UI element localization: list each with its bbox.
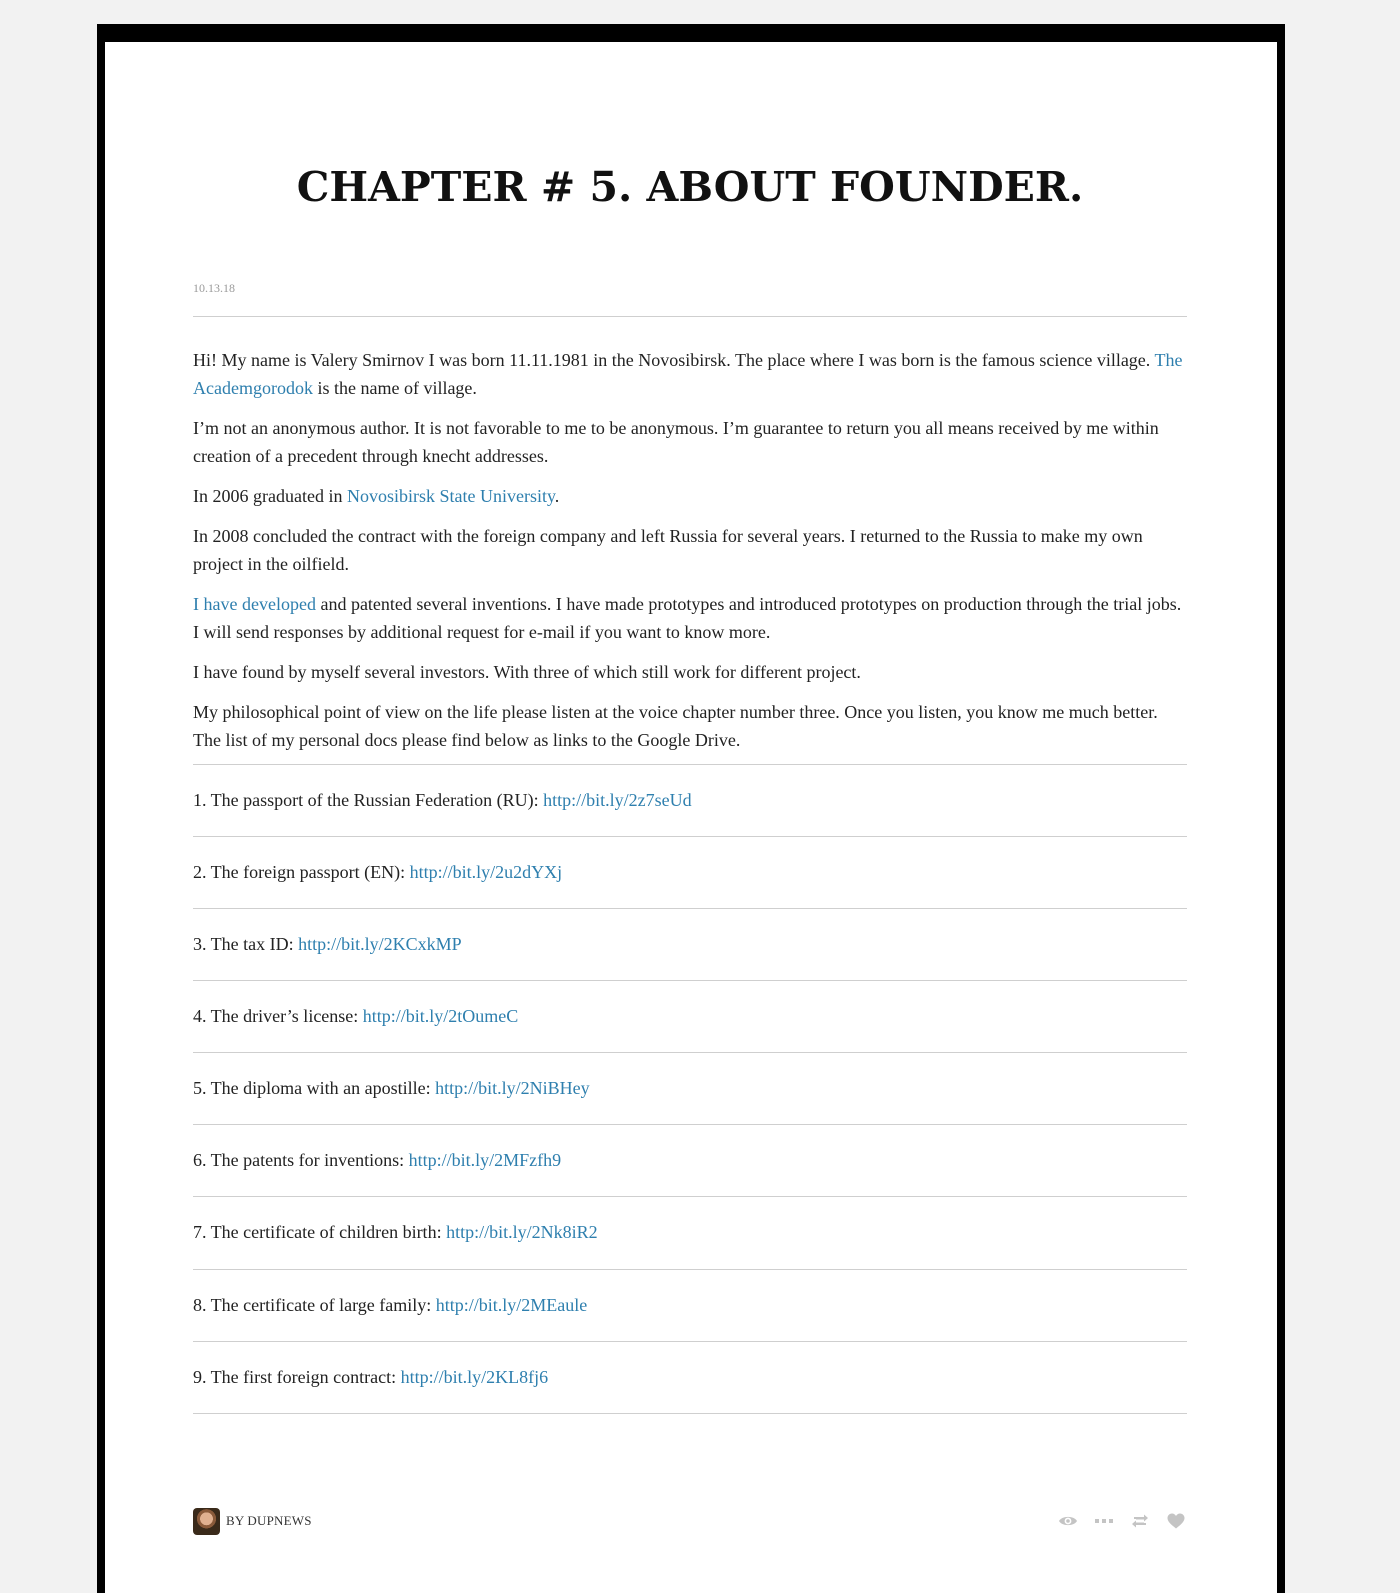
divider xyxy=(193,980,1187,981)
author-byline[interactable]: BY DUPNEWS xyxy=(226,1513,312,1528)
divider xyxy=(193,1341,1187,1342)
reblog-icon[interactable] xyxy=(1129,1510,1151,1532)
divider xyxy=(193,1413,1187,1414)
doc-link[interactable]: http://bit.ly/2KCxkMP xyxy=(298,934,462,954)
divider xyxy=(193,1124,1187,1125)
developed-link[interactable]: I have developed xyxy=(193,594,316,614)
doc-item xyxy=(193,1218,1187,1246)
heart-icon[interactable] xyxy=(1165,1510,1187,1532)
paragraph-anonymous: I’m not an anonymous author. It is not favorable to me to be anonymous. I’m guarantee to return you all means received by me within creation of a precedent through knecht addresses. xyxy=(193,418,1159,466)
doc-link[interactable]: http://bit.ly/2tOumeC xyxy=(362,1006,519,1026)
divider xyxy=(193,316,1187,317)
doc-link[interactable]: http://bit.ly/2NiBHey xyxy=(435,1078,590,1098)
paragraph-text: . xyxy=(554,486,560,506)
doc-label: 6. The patents for inventions: xyxy=(193,1150,409,1170)
paragraph-intro xyxy=(193,346,1187,402)
doc-item xyxy=(193,858,1187,886)
post-page xyxy=(105,42,1277,1593)
doc-label: 8. The certificate of large family: xyxy=(193,1295,436,1315)
paragraph-text: Hi! My name is Valery Smirnov I was born 11.11.1981 in the Novosibirsk. The place where I was born is the famous science village. xyxy=(193,350,1155,370)
post-body xyxy=(193,346,1187,766)
paragraph-text: is the name of village. xyxy=(312,378,477,398)
more-icon[interactable] xyxy=(1093,1510,1115,1532)
doc-label: 3. The tax ID: xyxy=(193,934,299,954)
paragraph-education xyxy=(193,482,1187,510)
post-footer xyxy=(193,1508,1187,1538)
eye-icon[interactable] xyxy=(1057,1510,1079,1532)
university-link[interactable]: Novosibirsk State University xyxy=(346,486,555,506)
doc-item xyxy=(193,930,1187,958)
doc-label: 1. The passport of the Russian Federation (RU): xyxy=(193,790,544,810)
divider xyxy=(193,836,1187,837)
doc-item xyxy=(193,1291,1187,1319)
doc-link[interactable]: http://bit.ly/2Nk8iR2 xyxy=(446,1222,598,1242)
divider xyxy=(193,1052,1187,1053)
divider xyxy=(193,908,1187,909)
doc-item xyxy=(193,1002,1187,1030)
doc-label: 4. The driver’s license: xyxy=(193,1006,363,1026)
doc-label: 9. The first foreign contract: xyxy=(193,1367,401,1387)
doc-label: 7. The certificate of children birth: xyxy=(193,1222,447,1242)
post-date[interactable]: 10.13.18 xyxy=(193,281,235,295)
divider xyxy=(193,764,1187,765)
doc-label: 2. The foreign passport (EN): xyxy=(193,862,410,882)
doc-item xyxy=(193,786,1187,814)
author-avatar[interactable] xyxy=(193,1508,220,1535)
divider xyxy=(193,1269,1187,1270)
doc-label: 5. The diploma with an apostille: xyxy=(193,1078,436,1098)
doc-link[interactable]: http://bit.ly/2KL8fj6 xyxy=(400,1367,549,1387)
academgorodok-link[interactable]: The Academgorodok xyxy=(193,350,1183,398)
doc-link[interactable]: http://bit.ly/2MEaule xyxy=(435,1295,588,1315)
paragraph-investors: I have found by myself several investors. With three of which still work for different project. xyxy=(193,662,861,682)
doc-item xyxy=(193,1074,1187,1102)
post-title: CHAPTER # 5. ABOUT FOUNDER. xyxy=(296,163,1084,211)
doc-link[interactable]: http://bit.ly/2u2dYXj xyxy=(409,862,563,882)
doc-link[interactable]: http://bit.ly/2MFzfh9 xyxy=(408,1150,562,1170)
paragraph-text: In 2006 graduated in xyxy=(193,486,347,506)
doc-item xyxy=(193,1363,1187,1391)
post-frame xyxy=(97,24,1285,1593)
doc-link[interactable]: http://bit.ly/2z7seUd xyxy=(543,790,692,810)
paragraph-philosophy: My philosophical point of view on the life please listen at the voice chapter number three. Once you listen, you know me much better. The list of my personal docs please find below as links to the Google Drive. xyxy=(193,702,1158,750)
doc-item xyxy=(193,1146,1187,1174)
paragraph-inventions xyxy=(193,590,1187,646)
paragraph-contract: In 2008 concluded the contract with the foreign company and left Russia for several years. I returned to the Russia to make my own project in the oilfield. xyxy=(193,526,1143,574)
divider xyxy=(193,1196,1187,1197)
paragraph-text: and patented several inventions. I have made prototypes and introduced prototypes on production through the trial jobs. I will send responses by additional request for e-mail if you want to know more. xyxy=(193,594,1182,642)
